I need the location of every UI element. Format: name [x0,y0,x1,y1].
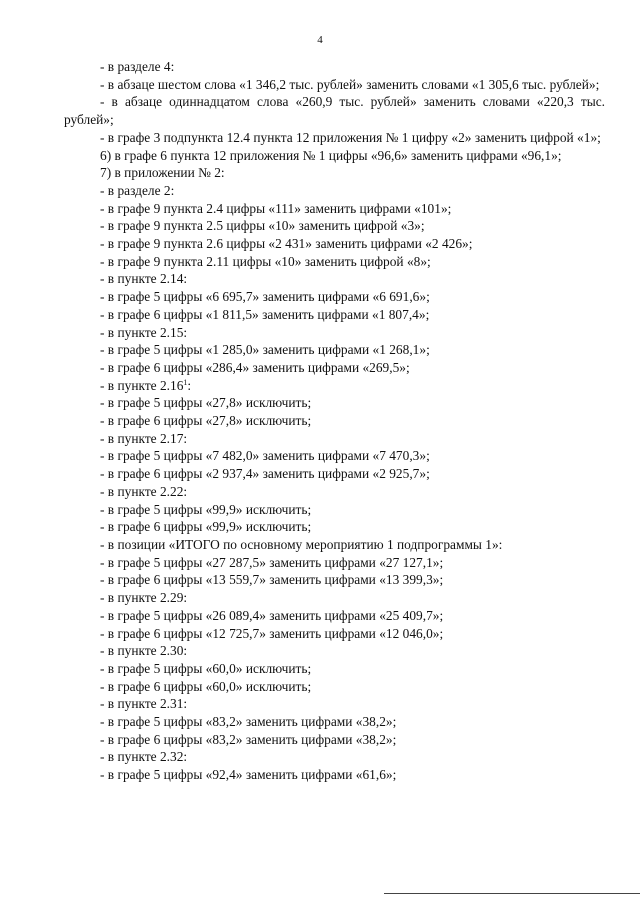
text-line: - в графе 5 цифры «92,4» заменить цифрами «61,6»; [100,767,397,783]
text-line: - в пункте 2.15: [100,324,188,340]
text-line: - в графе 5 цифры «99,9» исключить; [100,501,312,517]
paragraph: 6) в графе 6 пункта 12 приложения № 1 цифры «96,6» заменить цифрами «96,1»; [100,147,562,163]
point-2-16-superscript: 1 [183,377,188,387]
text-line: - в графе 6 цифры «2 937,4» заменить цифрами «2 925,7»; [100,466,430,482]
text-line: - в графе 9 пункта 2.11 цифры «10» заменить цифрой «8»; [100,253,431,269]
text-line: - в графе 6 цифры «83,2» заменить цифрами «38,2»; [100,731,397,747]
text-line: - в графе 9 пункта 2.4 цифры «111» заменить цифрами «101»; [100,200,452,216]
text-line: - в разделе 2: [100,182,175,198]
text-line: - в графе 5 цифры «83,2» заменить цифрами «38,2»; [100,714,397,730]
text-line: - в пункте 2.30: [100,643,188,659]
document-body [64,58,605,784]
paragraph: - в абзаце шестом слова «1 346,2 тыс. рублей» заменить словами «1 305,6 тыс. рублей»; [100,76,600,92]
text-line: - в пункте 2.14: [100,271,188,287]
text-line: - в пункте 2.32: [100,749,188,765]
line-group-a [64,164,605,376]
text-line: - в графе 5 цифры «26 089,4» заменить цифрами «25 409,7»; [100,607,444,623]
text-line: - в пункте 2.17: [100,430,188,446]
text-line: - в графе 6 цифры «99,9» исключить; [100,519,312,535]
text-line: - в графе 6 цифры «13 559,7» заменить цифрами «13 399,3»; [100,572,444,588]
text-line: - в графе 5 цифры «60,0» исключить; [100,660,312,676]
text-line: - в графе 6 цифры «12 725,7» заменить цифрами «12 046,0»; [100,625,444,641]
bottom-rule [384,893,640,894]
paragraph: - в абзаце одиннадцатом слова «260,9 тыс. рублей» заменить словами «220,3 тыс. рублей»; [64,94,605,128]
text-line: - в графе 5 цифры «1 285,0» заменить цифрами «1 268,1»; [100,342,430,358]
point-2-16-colon: : [187,377,192,393]
point-2-16-line [64,377,605,395]
text-line: - в графе 9 пункта 2.5 цифры «10» заменить цифрой «3»; [100,218,425,234]
text-line: - в пункте 2.31: [100,696,188,712]
text-line: - в пункте 2.22: [100,483,188,499]
text-line: - в графе 6 цифры «27,8» исключить; [100,413,312,429]
text-line: - в позиции «ИТОГО по основному мероприятию 1 подпрограммы 1»: [100,536,503,552]
text-line: - в графе 6 цифры «286,4» заменить цифрами «269,5»; [100,359,410,375]
text-line: - в графе 6 цифры «60,0» исключить; [100,678,312,694]
text-line: - в графе 6 цифры «1 811,5» заменить цифрами «1 807,4»; [100,306,430,322]
text-line: - в графе 5 цифры «27 287,5» заменить цифрами «27 127,1»; [100,554,444,570]
page-number: 4 [317,34,323,46]
text-line: - в графе 9 пункта 2.6 цифры «2 431» заменить цифрами «2 426»; [100,236,473,252]
text-line: 7) в приложении № 2: [100,165,225,181]
line-group-b [64,394,605,783]
text-line: - в графе 5 цифры «7 482,0» заменить цифрами «7 470,3»; [100,448,430,464]
paragraph: - в графе 3 подпункта 12.4 пункта 12 приложения № 1 цифру «2» заменить цифрой «1»; [100,129,601,145]
text-line: - в графе 5 цифры «27,8» исключить; [100,395,312,411]
text-line: - в пункте 2.29: [100,590,188,606]
paragraph-group [64,76,605,165]
text-line: - в графе 5 цифры «6 695,7» заменить цифрами «6 691,6»; [100,289,430,305]
point-2-16-text: - в пункте 2.16 [100,377,184,393]
intro-line: - в разделе 4: [100,59,175,74]
